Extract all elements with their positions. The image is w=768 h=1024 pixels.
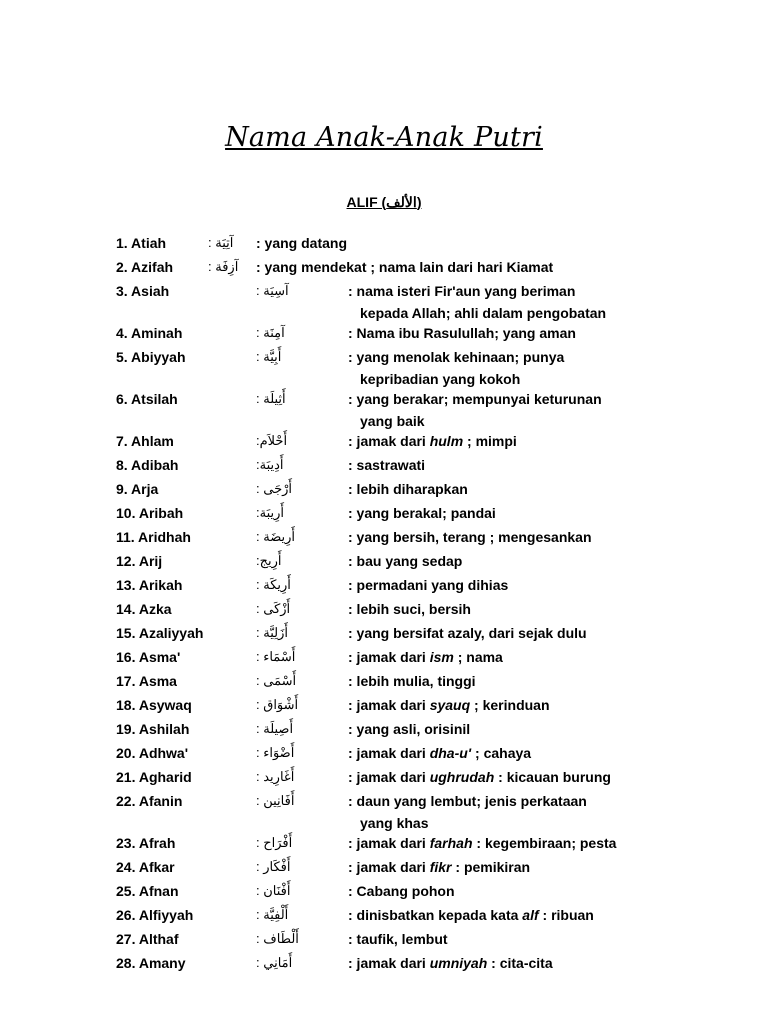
entry-meaning: : yang berakal; pandai [348,505,496,521]
entry-meaning-term: farhah [429,835,473,851]
entry-name: 10. Aribah [116,505,184,521]
entry-arabic: :أَحْلاَم [256,433,288,448]
entry-meaning: : jamak dari ism ; nama [348,649,503,665]
entry-arabic: : آمِنَة [256,325,285,340]
entry-name: 18. Asywaq [116,697,192,713]
entry-meaning-term: ism [429,649,454,665]
entry-meaning: : daun yang lembut; jenis perkataan [348,793,587,809]
entry-name: 8. Adibah [116,457,179,473]
entry-arabic: : أَفْرَاح [256,835,293,850]
entry-arabic: : أَرْجَى [256,481,292,496]
entry-meaning: : Nama ibu Rasulullah; yang aman [348,325,576,341]
entry-arabic: : أَلْطَاف [256,931,299,946]
entry-name: 13. Arikah [116,577,183,593]
entry-name: 14. Azka [116,601,172,617]
entry-name: 24. Afkar [116,859,175,875]
entry-meaning: : Cabang pohon [348,883,455,899]
entry-meaning-continued: kepribadian yang kokoh [360,371,521,387]
entry-meaning-term: umniyah [429,955,488,971]
entry-arabic: : أَزَلِيَّة [256,625,288,640]
entry-arabic: : أَغَارِيد [256,769,295,784]
section-heading: ALIF (الألف) [346,194,422,210]
entry-meaning: : taufik, lembut [348,931,448,947]
entry-name: 17. Asma [116,673,177,689]
entry-name: 19. Ashilah [116,721,190,737]
entry-meaning: : jamak dari ughrudah : kicauan burung [348,769,611,785]
entry-meaning: : lebih suci, bersih [348,601,471,617]
entry-arabic: : أَسْمَاء [256,649,296,664]
entry-arabic: :أَرِيج [256,553,282,568]
entry-meaning-continued: kepada Allah; ahli dalam pengobatan [360,305,607,321]
entry-name: 2. Azifah [116,259,174,275]
entry-meaning-term: fikr [429,859,452,875]
entry-arabic: : أَثِيلَة [256,391,286,406]
entry-meaning: : lebih mulia, tinggi [348,673,476,689]
entry-arabic: : أَفْكَار [256,859,291,874]
entry-name: 6. Atsilah [116,391,178,407]
entry-name: 21. Agharid [116,769,192,785]
entry-meaning: : yang asli, orisinil [348,721,471,737]
entry-meaning: : yang bersifat azaly, dari sejak dulu [348,625,587,641]
entry-meaning: : dinisbatkan kepada kata alf : ribuan [348,907,594,923]
entry-meaning: : yang bersih, terang ; mengesankan [348,529,592,545]
entry-meaning-term: ughrudah [429,769,495,785]
entry-name: 16. Asma' [116,649,181,665]
entry-arabic: : أَفْنَان [256,883,291,898]
entry-meaning-term: dha-u' [429,745,472,761]
entry-meaning: : permadani yang dihias [348,577,509,593]
entry-meaning-term: alf [522,907,539,923]
entry-meaning: : jamak dari dha-u' ; cahaya [348,745,532,761]
entry-name: 26. Alfiyyah [116,907,194,923]
entry-meaning: : jamak dari farhah : kegembiraan; pesta [348,835,617,851]
entry-arabic: : أَرِيضَة [256,529,295,544]
entry-arabic: : آتِيَة [208,235,234,250]
entry-name: 4. Aminah [116,325,183,341]
entry-meaning: : yang mendekat ; nama lain dari hari Kiamat [256,259,554,275]
entry-name: 1. Atiah [116,235,167,251]
entry-name: 12. Arij [116,553,163,569]
entry-arabic: : أَبِيَّة [256,349,282,364]
entry-meaning: : jamak dari hulm ; mimpi [348,433,517,449]
entry-name: 7. Ahlam [116,433,174,449]
entry-arabic: : أَمَانِي [256,955,293,970]
entry-name: 15. Azaliyyah [116,625,204,641]
entry-name: 23. Afrah [116,835,176,851]
entry-name: 25. Afnan [116,883,179,899]
entry-arabic: : أَضْوَاء [256,745,295,760]
entry-name: 28. Amany [116,955,186,971]
entry-arabic: :أَرِيبَة [256,505,285,520]
entry-meaning: : jamak dari umniyah : cita-cita [348,955,553,971]
entry-name: 22. Afanin [116,793,183,809]
entry-arabic: : أَسْمَى [256,673,297,688]
entry-meaning: : yang datang [256,235,348,251]
entry-arabic: : أَفَانِين [256,793,295,808]
entry-meaning: : nama isteri Fir'aun yang beriman [348,283,576,299]
entry-meaning: : lebih diharapkan [348,481,468,497]
entry-meaning-continued: yang baik [360,413,425,429]
entry-meaning: : bau yang sedap [348,553,463,569]
entry-meaning: : jamak dari fikr : pemikiran [348,859,531,875]
entry-arabic: : أَزْكَى [256,601,291,616]
entry-arabic: : آزِفَة [208,259,239,274]
entry-meaning-term: hulm [429,433,464,449]
entry-meaning-term: syauq [429,697,471,713]
entry-name: 27. Althaf [116,931,179,947]
entry-meaning: : jamak dari syauq ; kerinduan [348,697,550,713]
entry-arabic: :أَدِيبَة [256,457,284,472]
entry-meaning: : yang menolak kehinaan; punya [348,349,565,365]
entry-arabic: : أَصِيلَة [256,721,294,736]
entry-name: 20. Adhwa' [116,745,189,761]
entry-meaning: : yang berakar; mempunyai keturunan [348,391,602,407]
entry-arabic: : آسِيَة [256,283,289,298]
page-title: Nama Anak-Anak Putri [225,122,543,153]
entry-arabic: : أَرِيكَة [256,577,291,592]
entry-name: 5. Abiyyah [116,349,186,365]
entry-meaning-continued: yang khas [360,815,429,831]
entry-name: 3. Asiah [116,283,170,299]
entry-arabic: : أَلْفِيَّة [256,907,289,922]
entry-arabic: : أَشْوَاق [256,697,299,712]
entry-meaning: : sastrawati [348,457,426,473]
entry-name: 9. Arja [116,481,159,497]
entry-name: 11. Aridhah [116,529,191,545]
